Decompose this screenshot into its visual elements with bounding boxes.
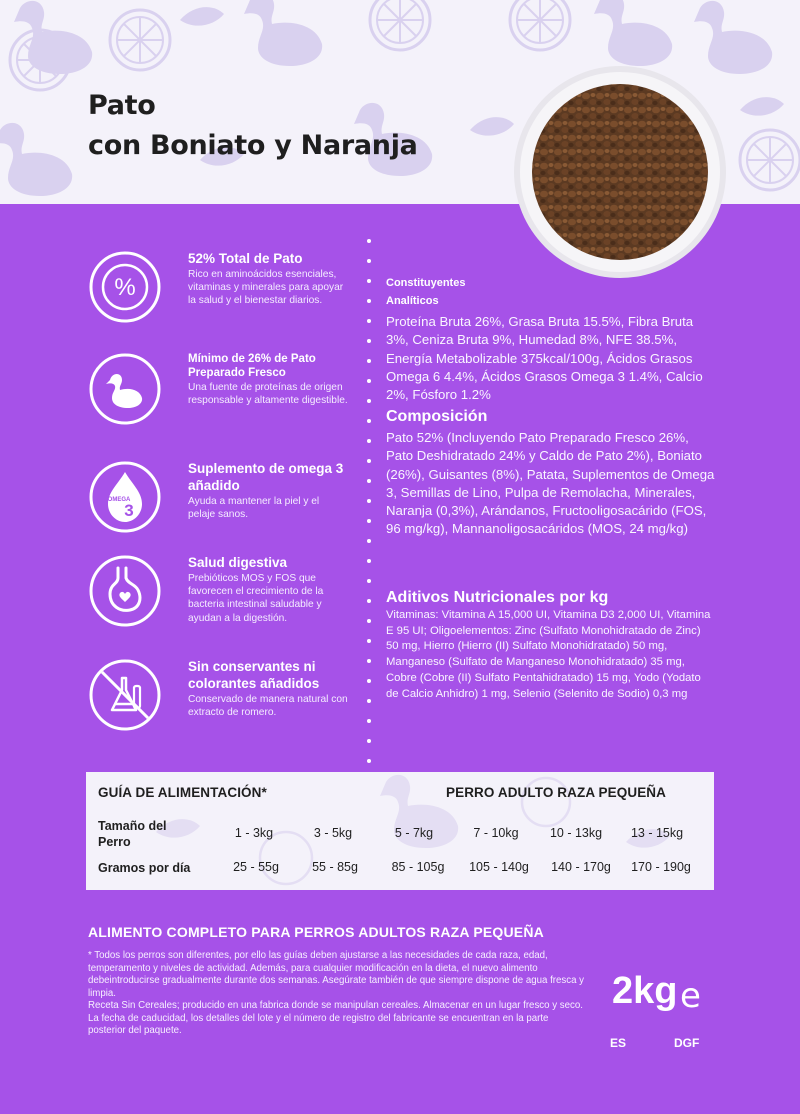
composition-section bbox=[386, 407, 716, 539]
benefit-desc: Conservado de manera natural con extracto de romero. bbox=[188, 694, 348, 719]
country-code: DGF bbox=[674, 1036, 700, 1050]
footer-notes bbox=[88, 950, 588, 1038]
grams-cell: 105 - 140g bbox=[469, 860, 529, 874]
grams-cell: 85 - 105g bbox=[391, 860, 445, 874]
composition-heading: Composición bbox=[386, 408, 488, 425]
percent-icon bbox=[88, 250, 162, 324]
no-chemicals-icon bbox=[88, 658, 162, 732]
feeding-guide-table bbox=[86, 772, 714, 890]
benefit-desc: Prebióticos MOS y FOS que favorecen el crecimiento de la bacteria intestinal saludable y ayudan a la digestión. bbox=[188, 573, 324, 624]
language-code: ES bbox=[610, 1036, 627, 1050]
guide-heading: GUÍA DE ALIMENTACIÓN* bbox=[98, 785, 267, 800]
size-cell: 5 - 7kg bbox=[394, 826, 434, 840]
stomach-icon bbox=[88, 554, 162, 628]
benefit-title: Salud digestiva bbox=[188, 555, 288, 570]
grams-cell: 170 - 190g bbox=[631, 860, 691, 874]
benefit-title: Sin conservantes ni colorantes añadidos bbox=[188, 659, 320, 691]
grams-cell: 140 - 170g bbox=[551, 860, 611, 874]
estimated-sign: e bbox=[680, 976, 701, 1016]
title-line-2: con Boniato y Naranja bbox=[88, 130, 418, 161]
product-title bbox=[88, 86, 418, 166]
footer-note-1: * Todos los perros son diferentes, por ello las guías deben ajustarse a las necesidades de cada raza, edad, temperamento y niveles de actividad. Además, para cualquier modificación en la dieta, el nuevo alimento debeintroducirse gradualmente durante dos semanas. Asegúrate también de que siempre dispone de agua fresca y limpia. bbox=[88, 950, 584, 999]
row-label-grams: Gramos por día bbox=[98, 861, 191, 875]
additives-section bbox=[386, 588, 716, 702]
size-cell: 1 - 3kg bbox=[234, 826, 274, 840]
benefit-title: Mínimo de 26% de Pato Preparado Fresco bbox=[188, 353, 316, 379]
duck-icon bbox=[88, 352, 162, 426]
row-label-size: Tamaño del Perro bbox=[98, 819, 167, 849]
analytic-heading: Constituyentes Analíticos bbox=[386, 277, 466, 307]
benefit-desc: Ayuda a mantener la piel y el pelaje sanos. bbox=[188, 496, 320, 521]
omega-label: OMEGA bbox=[107, 497, 131, 503]
composition-text: Pato 52% (Incluyendo Pato Preparado Fresco 26%, Pato Deshidratado 24% y Caldo de Pato 2%), Boniato (26%), Guisantes (8%), Patata, Suplementos de Omega 3, Semillas de Lino, Pulpa de Remolacha, Minerales, Naranja (0,3%), Arándanos, Fructooligosacárido (FOS, 96 mg/kg), Mannanoligosacáridos (MOS, 24 mg/kg) bbox=[386, 430, 715, 537]
benefit-title: 52% Total de Pato bbox=[188, 251, 303, 266]
footer-heading: ALIMENTO COMPLETO PARA PERROS ADULTOS RAZA PEQUEÑA bbox=[88, 924, 544, 940]
net-weight: 2kg bbox=[612, 970, 678, 1012]
grams-cell: 25 - 55g bbox=[233, 860, 279, 874]
kibble-bowl-image bbox=[512, 64, 728, 280]
analytic-text: Proteína Bruta 26%, Grasa Bruta 15.5%, Fibra Bruta 3%, Ceniza Bruta 9%, Humedad 8%, NFE 38.5%, Energía Metabolizable 375kcal/100g, Ácidos Grasos Omega 6 4.4%, Ácidos Grasos Omega 3 1.4%, Calcio 2%, Fósforo 1.2% bbox=[386, 314, 703, 403]
footer-note-2: Receta Sin Cereales; producido en una fabrica donde se manipulan cereales. Almacenar en un lugar fresco y seco. La fecha de caducidad, los detalles del lote y el número de registro del fabricante se encuentran en la parte posterior del paquete. bbox=[88, 1000, 583, 1036]
size-cell: 10 - 13kg bbox=[549, 826, 603, 840]
benefit-desc: Una fuente de proteínas de origen responsable y altamente digestible. bbox=[188, 382, 348, 407]
additives-text: Vitaminas: Vitamina A 15,000 UI, Vitamina D3 2,000 UI, Vitamina E 95 UI; Oligoelementos: Zinc (Sulfato Monohidratado de Zinc) 50 mg, Hierro (Hierro (II) Sulfato Monohidratado) 50 mg, Manganeso (Sulfato de Manganeso Monohidratado) 35 mg, Cobre (Cobre (II) Sulfato Pentahidratado) 15 mg, Yodo (Yodato de Calcio Anhidro) 1 mg, Selenio (Selenito de Sodio) 0,3 mg bbox=[386, 609, 711, 700]
omega-number: 3 bbox=[124, 501, 134, 520]
size-cell: 3 - 5kg bbox=[313, 826, 353, 840]
benefit-title: Suplemento de omega 3 añadido bbox=[188, 461, 344, 493]
guide-subheading: PERRO ADULTO RAZA PEQUEÑA bbox=[446, 785, 667, 800]
additives-heading: Aditivos Nutricionales por kg bbox=[386, 589, 609, 606]
size-cell: 7 - 10kg bbox=[473, 826, 519, 840]
analytic-section bbox=[386, 274, 716, 404]
size-cell: 13 - 15kg bbox=[630, 826, 684, 840]
svg-text:%: % bbox=[114, 274, 136, 301]
title-line-1: Pato bbox=[88, 90, 156, 121]
grams-cell: 55 - 85g bbox=[312, 860, 358, 874]
dotted-divider bbox=[366, 238, 372, 778]
omega-drop-icon bbox=[88, 460, 162, 534]
benefit-desc: Rico en aminoácidos esenciales, vitaminas y minerales para apoyar la salud y el bienestar diarios. bbox=[188, 269, 344, 307]
